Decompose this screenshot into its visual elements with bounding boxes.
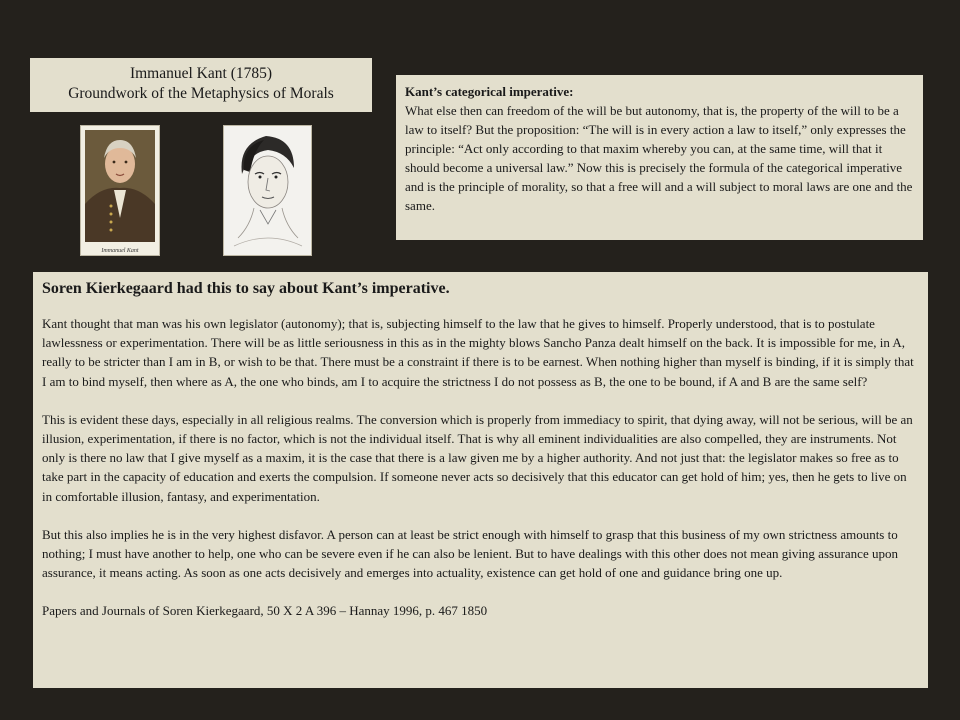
kant-signature: Immanuel Kant (101, 248, 139, 254)
kierkegaard-paragraph-2: This is evident these days, especially in all religious realms. The conversion which is properly from immediacy to spirit, that dying away, will not be serious, will be an illusion, experimentation, if there is no factor, which is not the individual itself. That is why all eminent individualities are also compelled, they are instruments. Not only is there no law that I give myself as a maxim, it is the case that there is a law given me by a higher authority. And not just that: the legislator makes so free as to take part in the capacity of education and exerts the compulsion. If someone never acts so decisively that this educator can get hold of him; yes, then he gets to live on in comfortable illusion, fantasy, and experimentation. (42, 411, 913, 504)
kierkegaard-paragraph-1: Kant thought that man was his own legislator (autonomy); that is, subjecting himself to the law that he gives to himself. Properly understood, that is to postulate lawlessness or experimentation. There will be as little seriousness in this as in the mighty blows Sancho Panza dealt himself on the back. It is impossible for me, in A, really to be stricter than I am in B, or wish to be that. There must be a constraint if there is to be earnest. When nothing higher than myself is binding, if it is simply that I am to bind myself, then where as A, the one who binds, am I to acquire the strictness I do not possess as B, the one to be bound, if A and B are the same self? (42, 316, 914, 389)
kant-quote-box (396, 75, 923, 240)
title-work: Groundwork of the Metaphysics of Morals (68, 85, 334, 102)
kant-quote-text: What else then can freedom of the will be but autonomy, that is, the property of the will to be a law to itself? But the proposition: “The will is in every action a law to itself,” only expresses the principle: “Act only according to that maxim whereby you can, at the same time, will that it should become a universal law.” Now this is precisely the formula of the categorical imperative and is the principle of morality, so that a free will and a will subject to moral laws are one and the same. (405, 103, 913, 213)
kant-portrait (80, 125, 160, 256)
title-box (30, 58, 372, 112)
kierkegaard-portrait (223, 125, 312, 256)
kierkegaard-title: Soren Kierkegaard had this to say about Kant’s imperative. (42, 280, 450, 297)
kant-portrait-image (81, 126, 159, 255)
kierkegaard-source-citation: Papers and Journals of Soren Kierkegaard, 50 X 2 A 396 – Hannay 1996, p. 467 1850 (42, 603, 488, 619)
kierkegaard-commentary-box (33, 272, 928, 688)
kant-quote-heading: Kant’s categorical imperative: (405, 84, 574, 99)
title-author: Immanuel Kant (1785) (129, 65, 273, 82)
kierkegaard-sketch-image (224, 126, 311, 255)
kierkegaard-paragraph-3: But this also implies he is in the very highest disfavor. A person can at least be strict enough with himself to grasp that this business of my own strictness amounts to nothing; I must have another to help, one who can be severe even if he can also be lenient. But to have dealings with this other does not mean giving assurance upon assurance, it means acting. As soon as one acts decisively and emerges into actuality, existence can get hold of one and guidance bring one up. (42, 526, 898, 581)
